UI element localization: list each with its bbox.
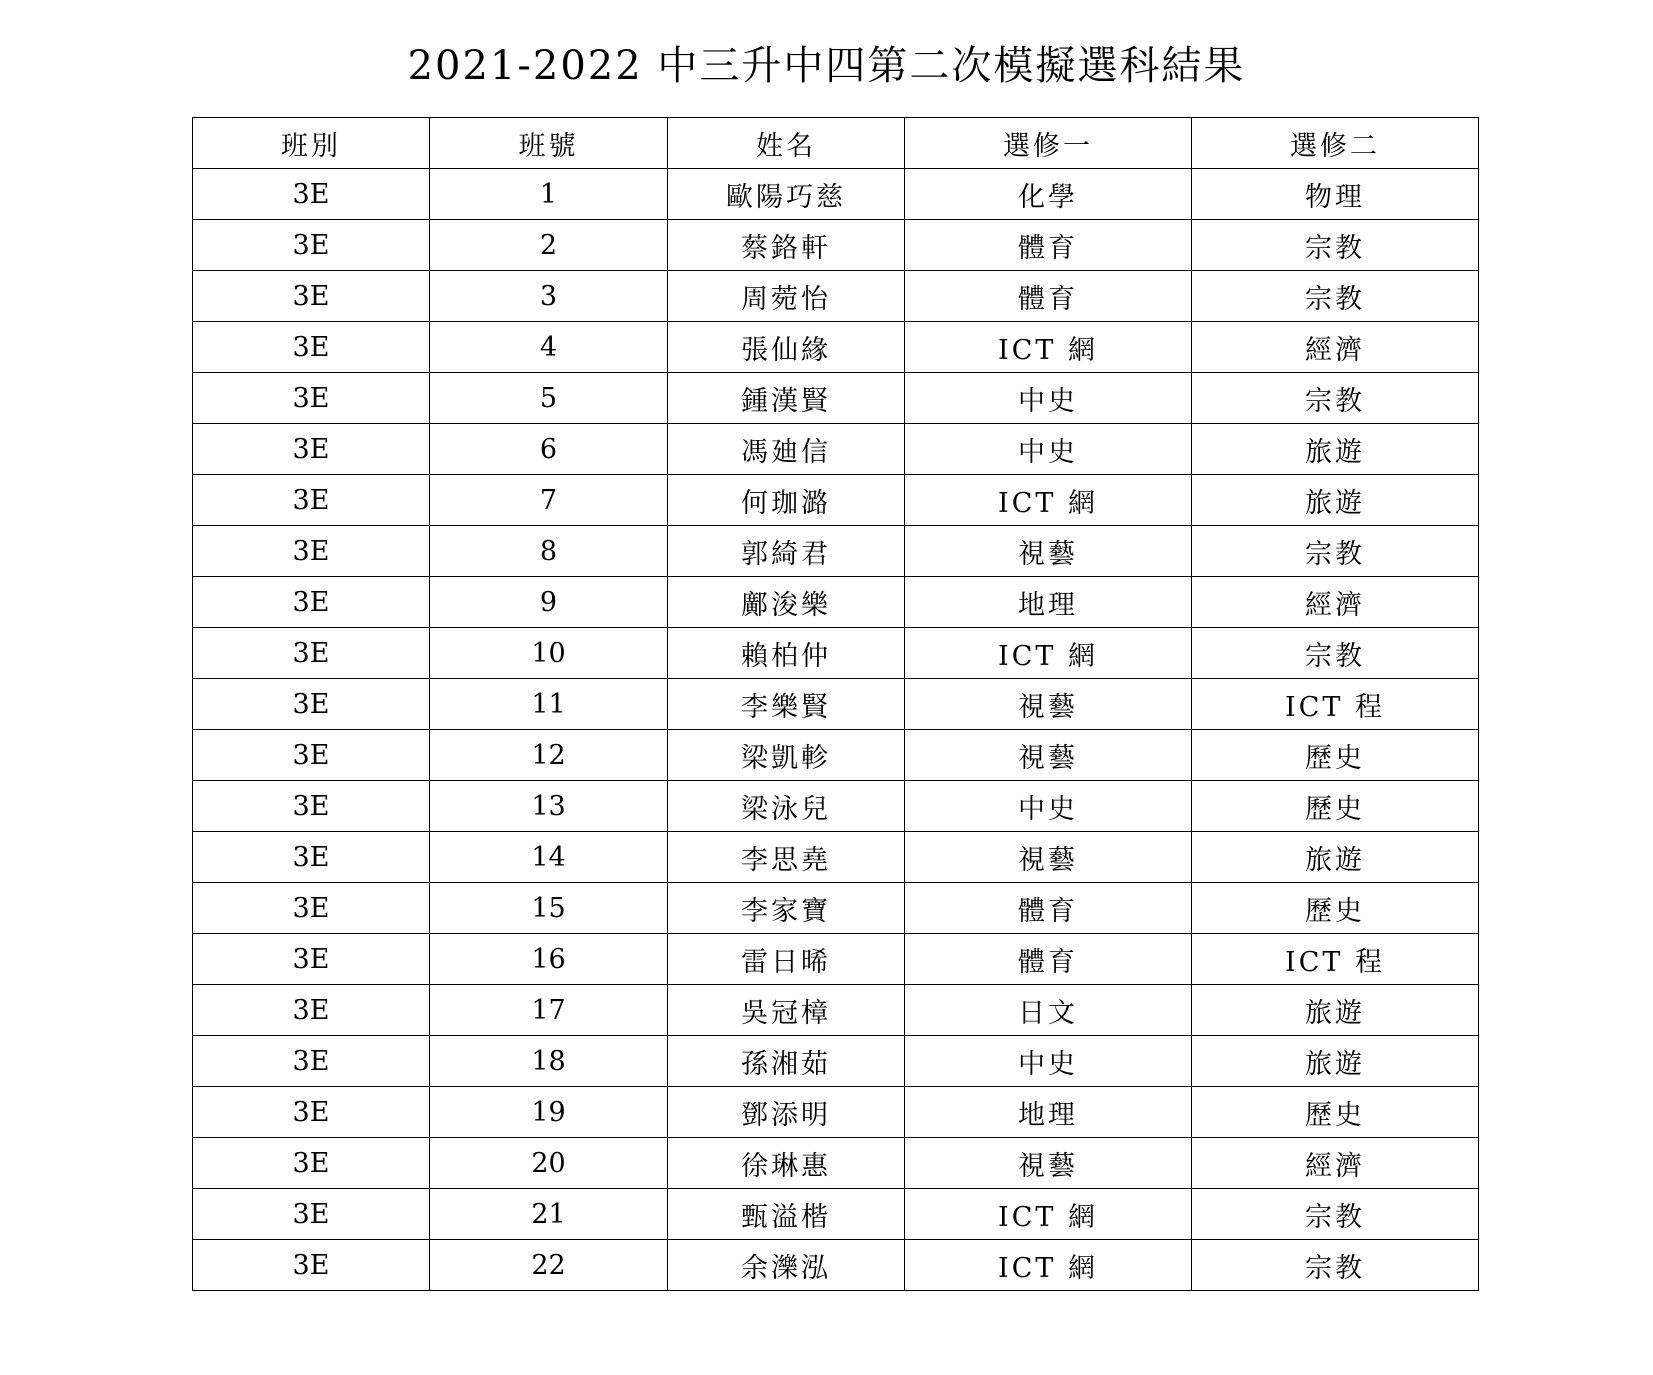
cell-class-number: 17 <box>430 985 668 1036</box>
cell-class: 3E <box>193 985 430 1036</box>
cell-class-number: 10 <box>430 628 668 679</box>
table-row <box>193 1138 1479 1189</box>
cell-class: 3E <box>193 883 430 934</box>
cell-class: 3E <box>193 628 430 679</box>
cell-class-number: 12 <box>430 730 668 781</box>
cell-elective-1: 視藝 <box>905 832 1192 883</box>
cell-name: 梁泳兒 <box>668 781 905 832</box>
cell-elective-1: ICT 網 <box>905 628 1192 679</box>
header-row <box>193 118 1479 169</box>
table-row <box>193 628 1479 679</box>
cell-elective-2: 旅遊 <box>1192 832 1479 883</box>
cell-class-number: 2 <box>430 220 668 271</box>
cell-elective-2: 宗教 <box>1192 628 1479 679</box>
cell-class: 3E <box>193 832 430 883</box>
cell-name: 鍾漢賢 <box>668 373 905 424</box>
cell-elective-2: 旅遊 <box>1192 985 1479 1036</box>
table-row <box>193 679 1479 730</box>
cell-class: 3E <box>193 1087 430 1138</box>
cell-class: 3E <box>193 220 430 271</box>
cell-elective-2: 經濟 <box>1192 1138 1479 1189</box>
cell-elective-2: 宗教 <box>1192 1240 1479 1291</box>
cell-class-number: 20 <box>430 1138 668 1189</box>
cell-elective-2: 旅遊 <box>1192 424 1479 475</box>
cell-class: 3E <box>193 271 430 322</box>
table-row <box>193 1087 1479 1138</box>
cell-name: 張仙緣 <box>668 322 905 373</box>
cell-elective-2: 旅遊 <box>1192 475 1479 526</box>
table-row <box>193 1240 1479 1291</box>
cell-class: 3E <box>193 1036 430 1087</box>
cell-elective-1: 中史 <box>905 373 1192 424</box>
cell-class-number: 3 <box>430 271 668 322</box>
cell-elective-1: ICT 網 <box>905 1240 1192 1291</box>
cell-class-number: 4 <box>430 322 668 373</box>
cell-name: 馮廸信 <box>668 424 905 475</box>
cell-class: 3E <box>193 577 430 628</box>
cell-elective-1: 中史 <box>905 781 1192 832</box>
table-row <box>193 985 1479 1036</box>
cell-name: 郭綺君 <box>668 526 905 577</box>
cell-elective-2: 歷史 <box>1192 781 1479 832</box>
table-row <box>193 883 1479 934</box>
header-name: 姓名 <box>668 118 905 169</box>
table-row <box>193 322 1479 373</box>
table-row <box>193 934 1479 985</box>
cell-class: 3E <box>193 934 430 985</box>
table-row <box>193 373 1479 424</box>
cell-elective-1: 地理 <box>905 577 1192 628</box>
cell-elective-1: 視藝 <box>905 730 1192 781</box>
cell-name: 李思堯 <box>668 832 905 883</box>
cell-elective-2: ICT 程 <box>1192 934 1479 985</box>
cell-name: 孫湘茹 <box>668 1036 905 1087</box>
table-body <box>193 169 1479 1291</box>
cell-class-number: 7 <box>430 475 668 526</box>
cell-class-number: 22 <box>430 1240 668 1291</box>
cell-elective-2: 宗教 <box>1192 271 1479 322</box>
table-row <box>193 1189 1479 1240</box>
cell-name: 余濼泓 <box>668 1240 905 1291</box>
cell-elective-1: ICT 網 <box>905 475 1192 526</box>
cell-elective-1: 日文 <box>905 985 1192 1036</box>
cell-class: 3E <box>193 322 430 373</box>
cell-elective-2: 歷史 <box>1192 883 1479 934</box>
cell-elective-1: ICT 網 <box>905 322 1192 373</box>
cell-elective-2: 宗教 <box>1192 526 1479 577</box>
cell-class: 3E <box>193 1240 430 1291</box>
cell-class-number: 16 <box>430 934 668 985</box>
table-row <box>193 781 1479 832</box>
cell-class-number: 15 <box>430 883 668 934</box>
cell-elective-1: 中史 <box>905 1036 1192 1087</box>
cell-elective-2: 經濟 <box>1192 322 1479 373</box>
table-row <box>193 832 1479 883</box>
cell-elective-1: 體育 <box>905 934 1192 985</box>
table-row <box>193 424 1479 475</box>
cell-name: 甄溢楷 <box>668 1189 905 1240</box>
cell-elective-1: 化學 <box>905 169 1192 220</box>
cell-class: 3E <box>193 526 430 577</box>
cell-elective-2: 物理 <box>1192 169 1479 220</box>
table-row <box>193 526 1479 577</box>
cell-elective-2: 歷史 <box>1192 1087 1479 1138</box>
cell-name: 何珈潞 <box>668 475 905 526</box>
cell-name: 李樂賢 <box>668 679 905 730</box>
cell-name: 賴柏仲 <box>668 628 905 679</box>
table-row <box>193 577 1479 628</box>
cell-class-number: 8 <box>430 526 668 577</box>
cell-class: 3E <box>193 679 430 730</box>
cell-elective-1: 視藝 <box>905 679 1192 730</box>
cell-class: 3E <box>193 730 430 781</box>
table-row <box>193 271 1479 322</box>
cell-elective-2: 宗教 <box>1192 1189 1479 1240</box>
cell-class-number: 11 <box>430 679 668 730</box>
cell-class-number: 14 <box>430 832 668 883</box>
table-row <box>193 220 1479 271</box>
cell-class-number: 21 <box>430 1189 668 1240</box>
results-table <box>192 117 1479 1291</box>
cell-name: 周菀怡 <box>668 271 905 322</box>
cell-class: 3E <box>193 1189 430 1240</box>
cell-elective-1: 視藝 <box>905 526 1192 577</box>
cell-name: 鄧添明 <box>668 1087 905 1138</box>
cell-elective-1: 體育 <box>905 883 1192 934</box>
cell-class: 3E <box>193 169 430 220</box>
cell-elective-1: 視藝 <box>905 1138 1192 1189</box>
cell-class-number: 13 <box>430 781 668 832</box>
table-row <box>193 475 1479 526</box>
cell-class-number: 6 <box>430 424 668 475</box>
cell-elective-2: ICT 程 <box>1192 679 1479 730</box>
table-row <box>193 169 1479 220</box>
page-title: 2021-2022 中三升中四第二次模擬選科結果 <box>407 43 1246 89</box>
cell-class-number: 19 <box>430 1087 668 1138</box>
cell-elective-2: 歷史 <box>1192 730 1479 781</box>
cell-name: 蔡鉻軒 <box>668 220 905 271</box>
cell-elective-2: 經濟 <box>1192 577 1479 628</box>
header-class: 班別 <box>193 118 430 169</box>
cell-elective-1: ICT 網 <box>905 1189 1192 1240</box>
table-row <box>193 730 1479 781</box>
header-elective-1: 選修一 <box>905 118 1192 169</box>
cell-elective-2: 宗教 <box>1192 220 1479 271</box>
cell-elective-1: 中史 <box>905 424 1192 475</box>
cell-name: 雷日晞 <box>668 934 905 985</box>
cell-elective-2: 宗教 <box>1192 373 1479 424</box>
cell-elective-1: 地理 <box>905 1087 1192 1138</box>
cell-class: 3E <box>193 475 430 526</box>
cell-name: 李家寶 <box>668 883 905 934</box>
cell-class: 3E <box>193 781 430 832</box>
cell-elective-1: 體育 <box>905 220 1192 271</box>
cell-class: 3E <box>193 1138 430 1189</box>
table-row <box>193 1036 1479 1087</box>
cell-name: 歐陽巧慈 <box>668 169 905 220</box>
cell-elective-2: 旅遊 <box>1192 1036 1479 1087</box>
cell-name: 梁凱軫 <box>668 730 905 781</box>
cell-class-number: 9 <box>430 577 668 628</box>
cell-elective-1: 體育 <box>905 271 1192 322</box>
header-elective-2: 選修二 <box>1192 118 1479 169</box>
cell-class: 3E <box>193 373 430 424</box>
cell-class-number: 1 <box>430 169 668 220</box>
cell-name: 徐琳惠 <box>668 1138 905 1189</box>
header-class-number: 班號 <box>430 118 668 169</box>
cell-class-number: 5 <box>430 373 668 424</box>
cell-name: 鄺浚樂 <box>668 577 905 628</box>
cell-class-number: 18 <box>430 1036 668 1087</box>
cell-class: 3E <box>193 424 430 475</box>
cell-name: 吳冠樟 <box>668 985 905 1036</box>
